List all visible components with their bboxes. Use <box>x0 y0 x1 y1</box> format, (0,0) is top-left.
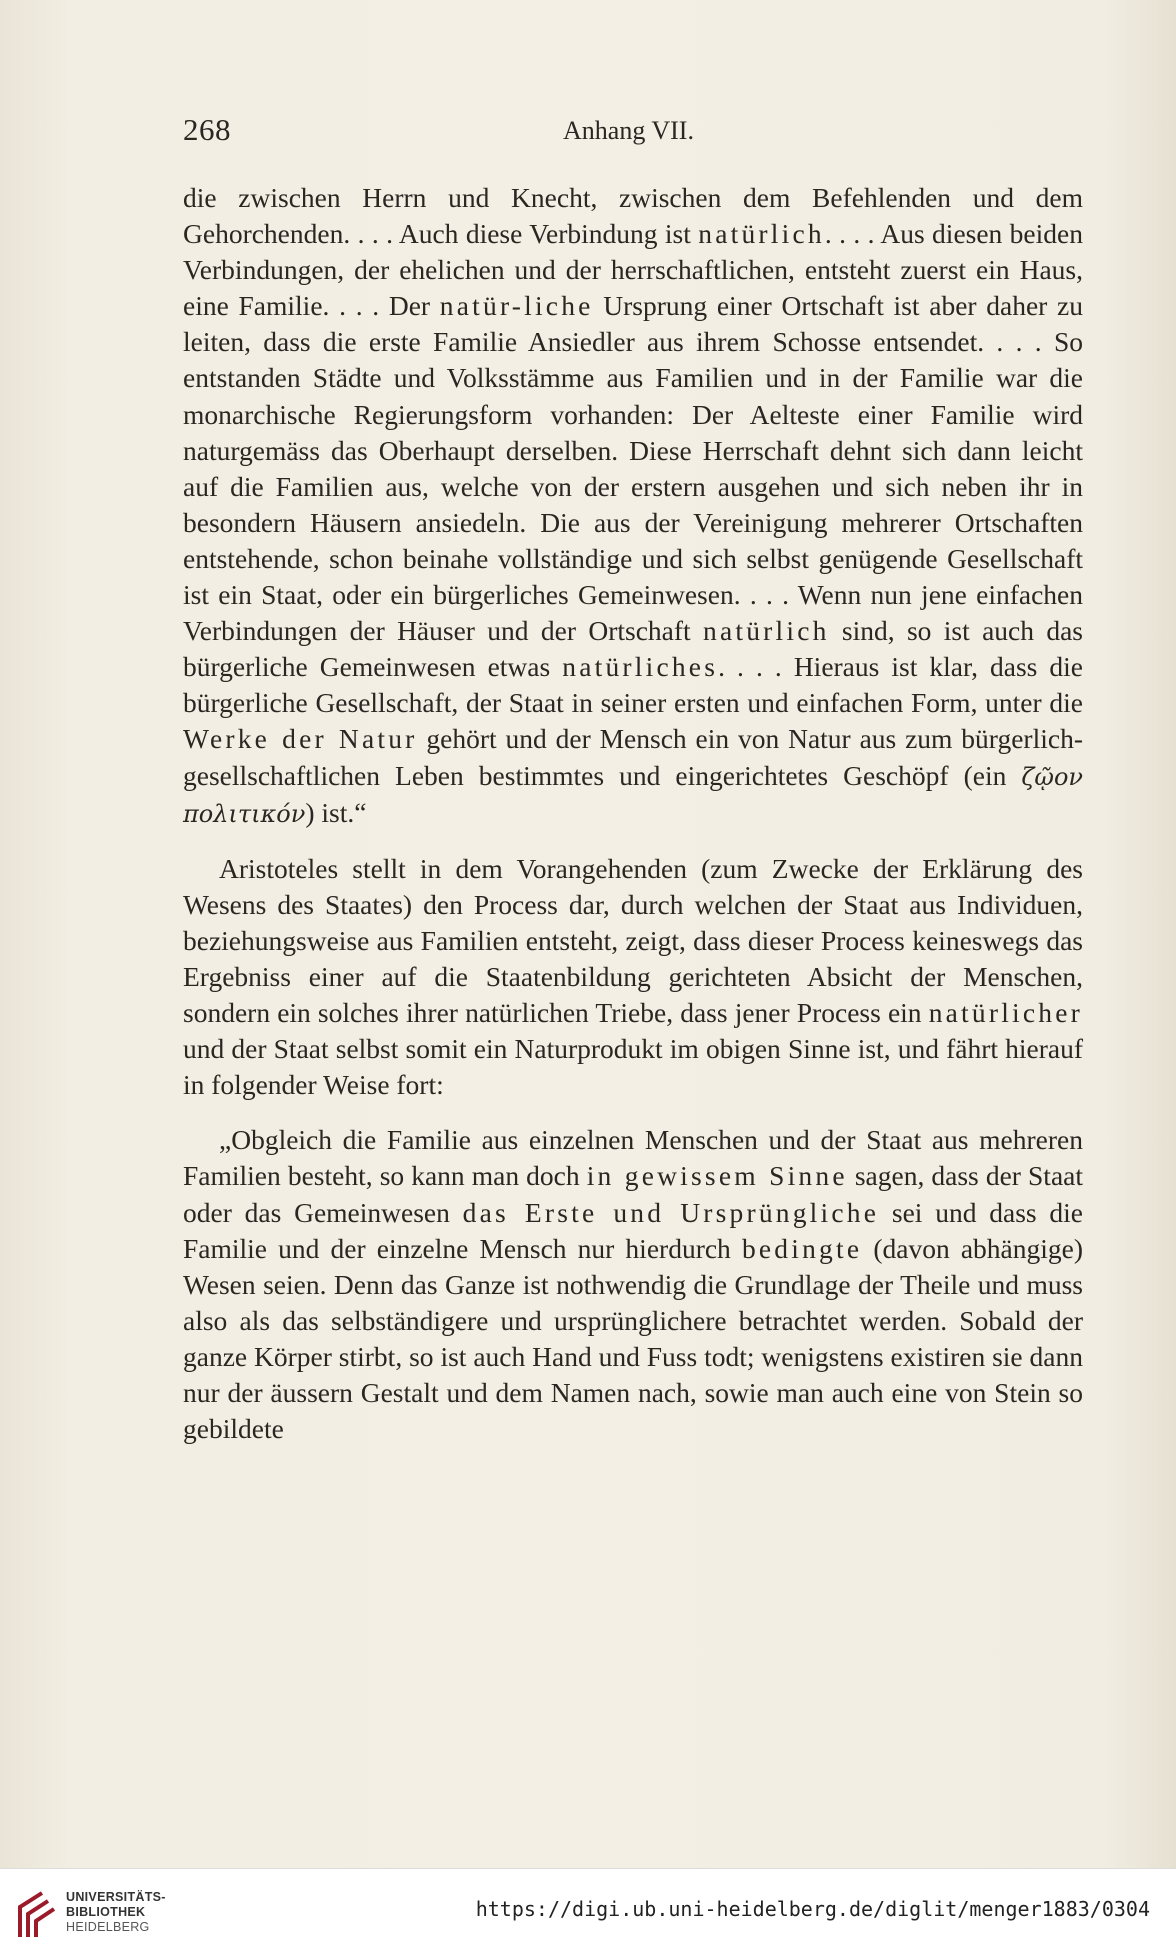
emphasis: das Erste und Ursprüngliche <box>462 1196 880 1228</box>
text-run: sei und dass die Familie und der einzelne Mensch nur hierdurch <box>183 1196 1083 1264</box>
text-run: . . . . Hieraus ist klar, dass die bürgerliche Gesellschaft, der Staat in seiner ersten und einfachen Form, unter die <box>183 651 1083 719</box>
emphasis: in gewissem Sinne <box>586 1160 848 1192</box>
emphasis: natür-liche <box>439 290 594 322</box>
paragraph-3 <box>183 1122 1083 1447</box>
library-name-line-3: HEIDELBERG <box>66 1920 150 1934</box>
text-run: sagen, dass der Staat oder das Gemeinwesen <box>183 1160 1084 1228</box>
emphasis: natürlicher <box>928 997 1083 1029</box>
page-number: 268 <box>183 112 231 147</box>
library-name-line-1: UNIVERSITÄTS- <box>66 1890 166 1904</box>
paragraph-2 <box>183 851 1083 1104</box>
body-text <box>183 180 1083 1447</box>
text-run: die zwischen Herrn und Knecht, zwischen dem Befehlenden und dem Gehorchenden. . . . Auch diese Verbindung ist <box>183 182 1083 250</box>
permalink-url[interactable]: https://digi.ub.uni-heidelberg.de/diglit/menger1883/0304 <box>475 1897 1150 1921</box>
emphasis: natürliches <box>562 651 719 683</box>
text-run: . . . . Aus diesen beiden Verbindungen, der ehelichen und der herrschaftlichen, entsteht zuerst ein Haus, eine Familie. . . . Der <box>183 218 1083 322</box>
emphasis: bedingte <box>741 1232 863 1264</box>
emphasis: natürlich <box>703 615 830 647</box>
greek-phrase: ζῷον πολιτικόν <box>183 762 1083 828</box>
text-run: „Obgleich die Familie aus einzelnen Menschen und der Staat aus mehreren Familien besteht, so kann man doch <box>183 1124 1083 1192</box>
page-header <box>183 112 1086 152</box>
emphasis: Werke der Natur <box>183 723 418 755</box>
text-run: gehört und der Mensch ein von Natur aus zum bürgerlich-gesellschaftlichen Leben bestimmtes und eingerichtetes Geschöpf (ein <box>183 723 1083 791</box>
viewer-footer <box>0 1868 1176 1955</box>
running-head: Anhang VII. <box>563 116 694 145</box>
library-name <box>66 1890 166 1935</box>
ub-heidelberg-logo-icon <box>12 1889 60 1941</box>
text-run: ) ist.“ <box>305 796 367 828</box>
text-run: und der Staat selbst somit ein Naturprodukt im obigen Sinne ist, und fährt hierauf in folgender Weise fort: <box>183 1033 1083 1101</box>
paragraph-1 <box>183 180 1083 832</box>
library-name-line-2: BIBLIOTHEK <box>66 1905 146 1919</box>
emphasis: natürlich <box>698 218 825 250</box>
text-run: Ursprung einer Ortschaft ist aber daher zu leiten, dass die erste Familie Ansiedler aus ihrem Schosse entsendet. . . . So entstanden Städte und Volksstämme aus Familien und in der Familie war die monarchische Regierungsform vorhanden: Der Aelteste einer Familie wird naturgemäss das Oberhaupt derselben. Diese Herrschaft dehnt sich dann leicht auf die Familien aus, welche von der erstern ausgehen und sich neben ihr in besondern Häusern ansiedeln. Die aus der Vereinigung mehrerer Ortschaften entstehende, schon beinahe vollständige und sich selbst genügende Gesellschaft ist ein Staat, oder ein bürgerliches Gemeinwesen. . . . Wenn nun jene einfachen Verbindungen der Häuser und der Ortschaft <box>183 290 1084 647</box>
text-run: (davon abhängige) Wesen seien. Denn das Ganze ist nothwendig die Grundlage der Theile und muss also als das selbständigere und ursprünglichere betrachtet werden. Sobald der ganze Körper stirbt, so ist auch Hand und Fuss todt; wenigstens existiren sie dann nur der äussern Gestalt und dem Namen nach, sowie man auch eine von Stein so gebildete <box>183 1232 1084 1445</box>
text-run: Aristoteles stellt in dem Vorangehenden (zum Zwecke der Erklärung des Wesens des Staates) den Process dar, durch welchen der Staat aus Individuen, beziehungsweise aus Familien entsteht, zeigt, dass dieser Process keineswegs das Ergebniss einer auf die Staatenbildung gerichteten Absicht der Menschen, sondern ein solches ihrer natürlichen Triebe, dass jener Process ein <box>183 852 1083 1029</box>
text-run: sind, so ist auch das bürgerliche Gemeinwesen etwas <box>183 615 1083 683</box>
